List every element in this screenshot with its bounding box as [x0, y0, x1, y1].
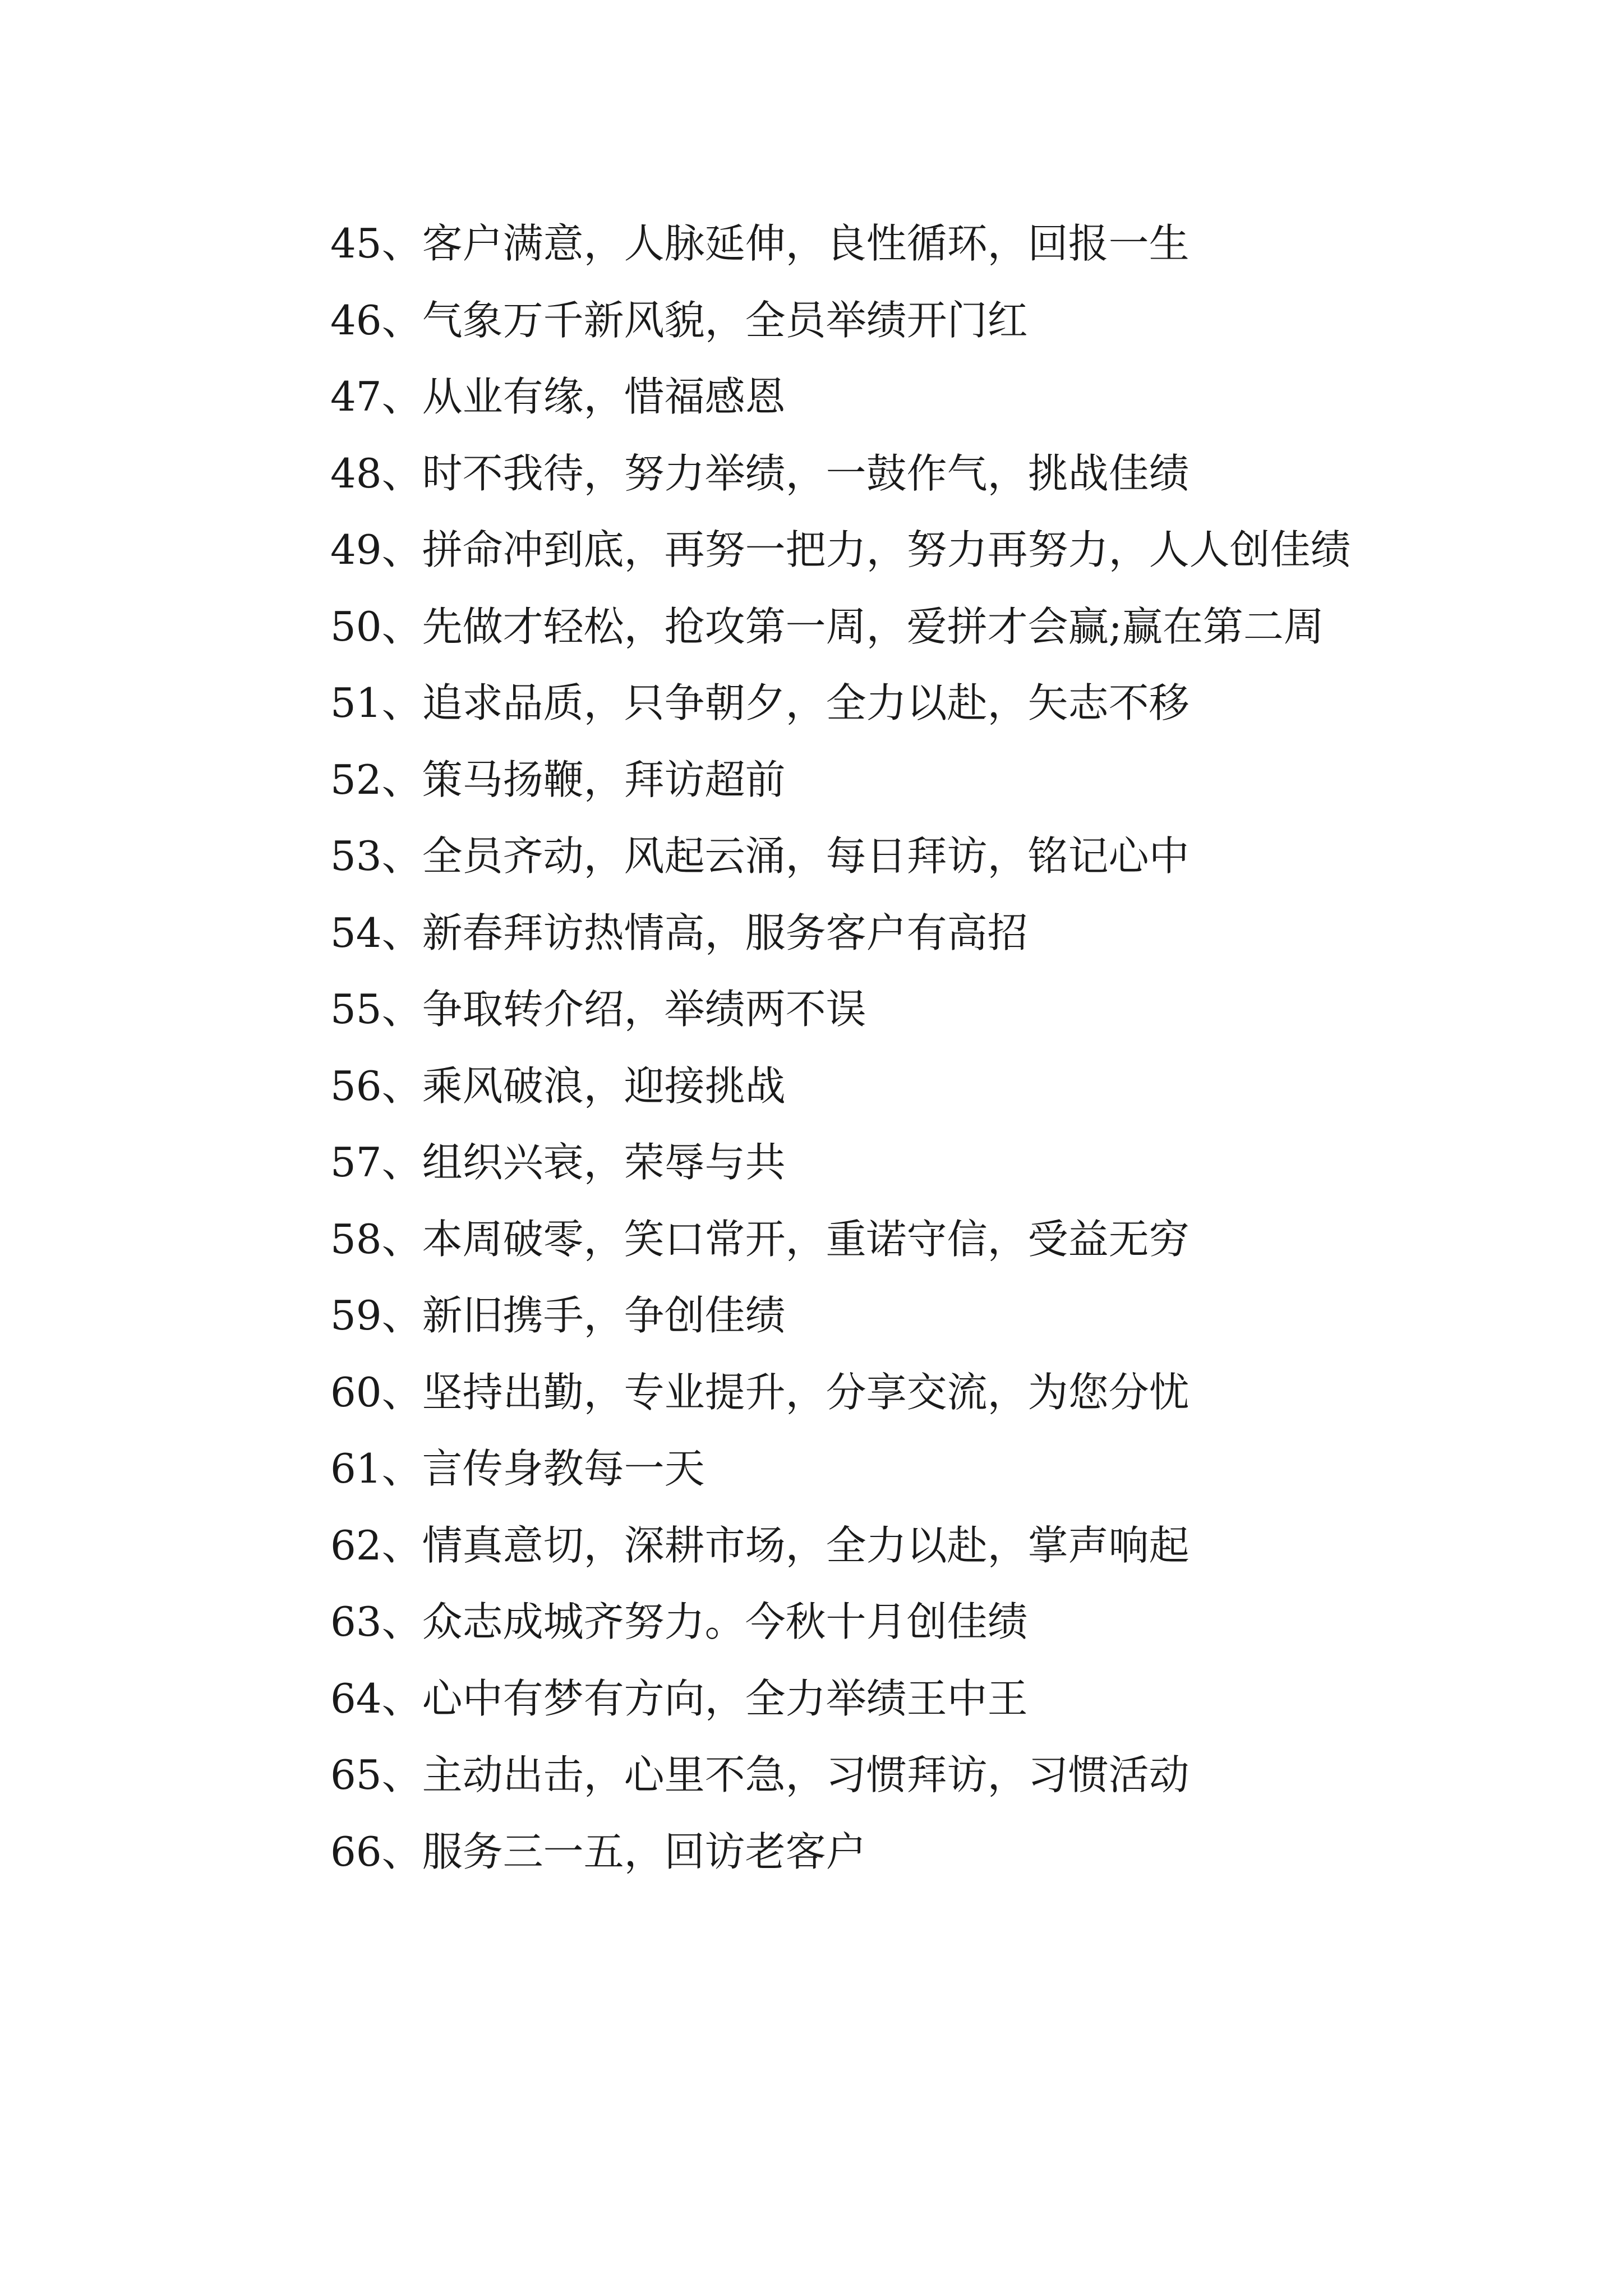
list-item: 52、策马扬鞭，拜访超前: [330, 756, 786, 803]
list-item: 54、新春拜访热情高，服务客户有高招: [330, 909, 1028, 956]
list-item: 66、服务三一五，回访老客户: [330, 1828, 866, 1875]
list-item: 64、心中有梦有方向，全力举绩王中王: [330, 1674, 1028, 1722]
list-item: 49、拼命冲到底，再努一把力，努力再努力，人人创佳绩: [330, 526, 1351, 573]
list-item: 63、众志成城齐努力。今秋十月创佳绩: [330, 1598, 1028, 1645]
list-item: 45、客户满意，人脉延伸，良性循环，回报一生: [330, 220, 1189, 267]
list-item: 53、全员齐动，风起云涌，每日拜访，铭记心中: [330, 832, 1189, 880]
list-item: 51、追求品质，只争朝夕，全力以赴，矢志不移: [330, 679, 1189, 726]
list-item: 61、言传身教每一天: [330, 1445, 705, 1492]
list-item: 60、坚持出勤，专业提升，分享交流，为您分忧: [330, 1368, 1189, 1416]
list-item: 58、本周破零，笑口常开，重诺守信，受益无穷: [330, 1215, 1189, 1263]
list-item: 46、气象万千新风貌，全员举绩开门红: [330, 296, 1028, 344]
list-item: 50、先做才轻松，抢攻第一周，爱拼才会赢;赢在第二周: [330, 602, 1324, 650]
list-item: 48、时不我待，努力举绩，一鼓作气，挑战佳绩: [330, 449, 1189, 497]
slogan-list: [246, 205, 1390, 1890]
list-item: 57、组织兴衰，荣辱与共: [330, 1139, 786, 1186]
list-item: 65、主动出击，心里不急，习惯拜访，习惯活动: [330, 1751, 1189, 1798]
list-item: 47、从业有缘，惜福感恩: [330, 373, 786, 420]
list-item: 56、乘风破浪，迎接挑战: [330, 1062, 786, 1110]
list-item: 59、新旧携手，争创佳绩: [330, 1292, 786, 1339]
list-item: 55、争取转介绍，举绩两不误: [330, 986, 866, 1033]
list-item: 62、情真意切，深耕市场，全力以赴，掌声响起: [330, 1521, 1189, 1569]
